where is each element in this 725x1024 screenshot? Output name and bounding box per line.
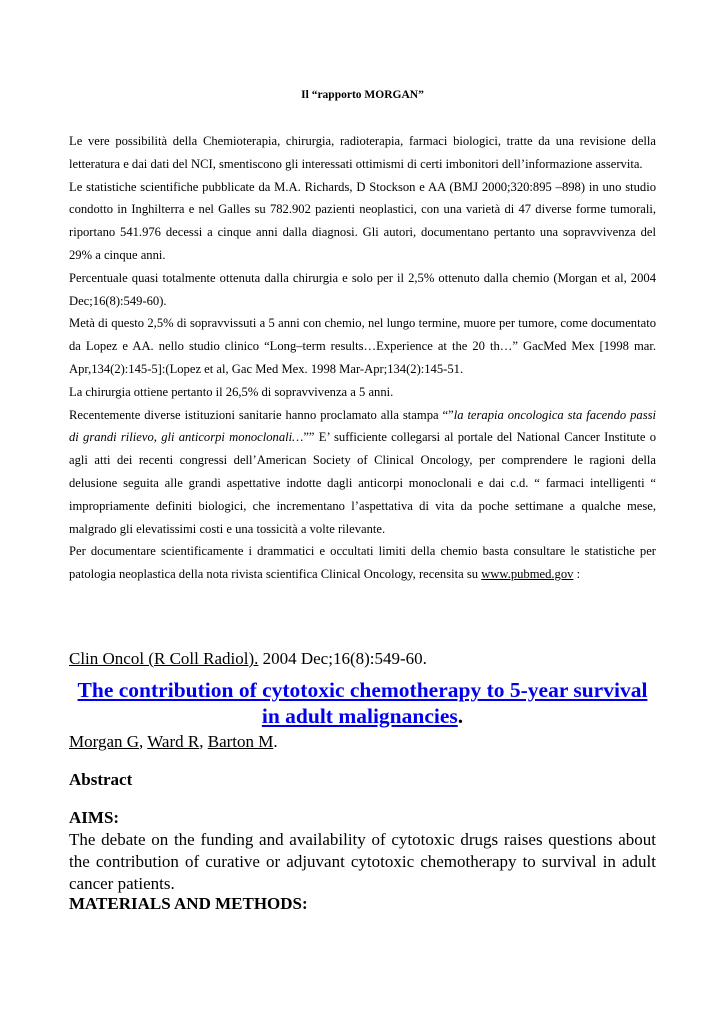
author-separator: , [139, 732, 148, 751]
authors-end: . [273, 732, 278, 751]
paragraph-press [69, 404, 656, 541]
document-title: Il “rapporto MORGAN” [301, 89, 424, 101]
authors-line [69, 731, 278, 753]
article-title-link[interactable]: The contribution of cytotoxic chemotherapy to 5-year survival in adult malignancies [77, 678, 648, 728]
journal-link[interactable]: Clin Oncol (R Coll Radiol). [69, 649, 259, 668]
paragraph-intro: Le vere possibilità della Chemioterapia, chirurgia, radioterapia, farmaci biologici, tratte da una revisione della letteratura e dai dati del NCI, smentiscono gli interessati ottimismi di certi imbonitori dell’informazione asservita. [69, 134, 656, 171]
article-title-period: . [457, 704, 464, 728]
pubmed-link[interactable]: www.pubmed.gov [481, 567, 574, 582]
author-link-barton[interactable]: Barton M [207, 732, 274, 751]
author-link-ward[interactable]: Ward R [147, 732, 200, 751]
citation-line [69, 648, 669, 670]
abstract-heading: Abstract [69, 770, 133, 789]
paragraph-statistics: Le statistiche scientifiche pubblicate da M.A. Richards, D Stockson e AA (BMJ 2000;320:895 –898) in uno studio condotto in Inghilterra e nel Galles su 782.902 pazienti neoplastici, con una varietà di 47 diverse forme tumorali, riportano 541.976 decessi a cinque anni dalla diagnosi. Gli autori, documentano pertanto una sopravvivenza del 29% a cinque anni. [69, 179, 656, 262]
author-link-morgan[interactable]: Morgan G [69, 732, 140, 751]
article-title [69, 677, 656, 729]
pubmed-intro: Per documentare scientificamente i drammatici e occultati limiti della chemio basta consultare le statistiche per patologia neoplastica della nota rivista scientifica Clinical Oncology, recensita su [69, 544, 656, 582]
paragraph-lopez: Metà di questo 2,5% di sopravvissuti a 5 anni con chemio, nel lungo termine, muore per tumore, come documentato da Lopez e AA. nello studio clinico “Long–term results…Experience at the 20 th…” GacMed Mex [1998 mar. Apr,134(2):145-5]:(Lopez et al, Gac Med Mex. 1998 Mar-Apr;134(2):145-51. [69, 316, 656, 376]
press-rest: ”” E’ sufficiente collegarsi al portale del National Cancer Institute o agli atti dei recenti congressi dell’American Society of Clinical Oncology, per comprendere le ragioni della delusione seguita alle grandi aspettative indotte dagli anticorpi monoclonali e dai c.d. “ farmaci intelligenti “ impropriamente definiti biologici, che incrementano l’aspettativa di vita da poche settimane a qualche mese, malgrado gli elevatissimi costi e una tossicità a volte rilevante. [69, 430, 656, 536]
citation-details: 2004 Dec;16(8):549-60. [258, 649, 427, 668]
paragraph-surgery: La chirurgia ottiene pertanto il 26,5% di sopravvivenza a 5 anni. [69, 384, 394, 399]
body-text [69, 130, 656, 586]
paragraph-percentage: Percentuale quasi totalmente ottenuta dalla chirurgia e solo per il 2,5% ottenuto dalla chemio (Morgan et al, 2004 Dec;16(8):549-60). [69, 270, 656, 308]
author-separator: , [199, 732, 208, 751]
press-intro: Recentemente diverse istituzioni sanitarie hanno proclamato alla stampa “” [69, 407, 454, 422]
paragraph-pubmed [69, 540, 656, 586]
methods-heading: MATERIALS AND METHODS: [69, 894, 308, 913]
aims-heading: AIMS: [69, 808, 120, 827]
aims-text: The debate on the funding and availability of cytotoxic drugs raises questions about the contribution of curative or adjuvant cytotoxic chemotherapy to survival in adult cancer patients. [69, 830, 656, 893]
pubmed-end: : [573, 567, 581, 582]
press-quote: la terapia oncologica sta facendo passi di grandi rilievo, gli anticorpi monoclonali… [69, 407, 656, 445]
